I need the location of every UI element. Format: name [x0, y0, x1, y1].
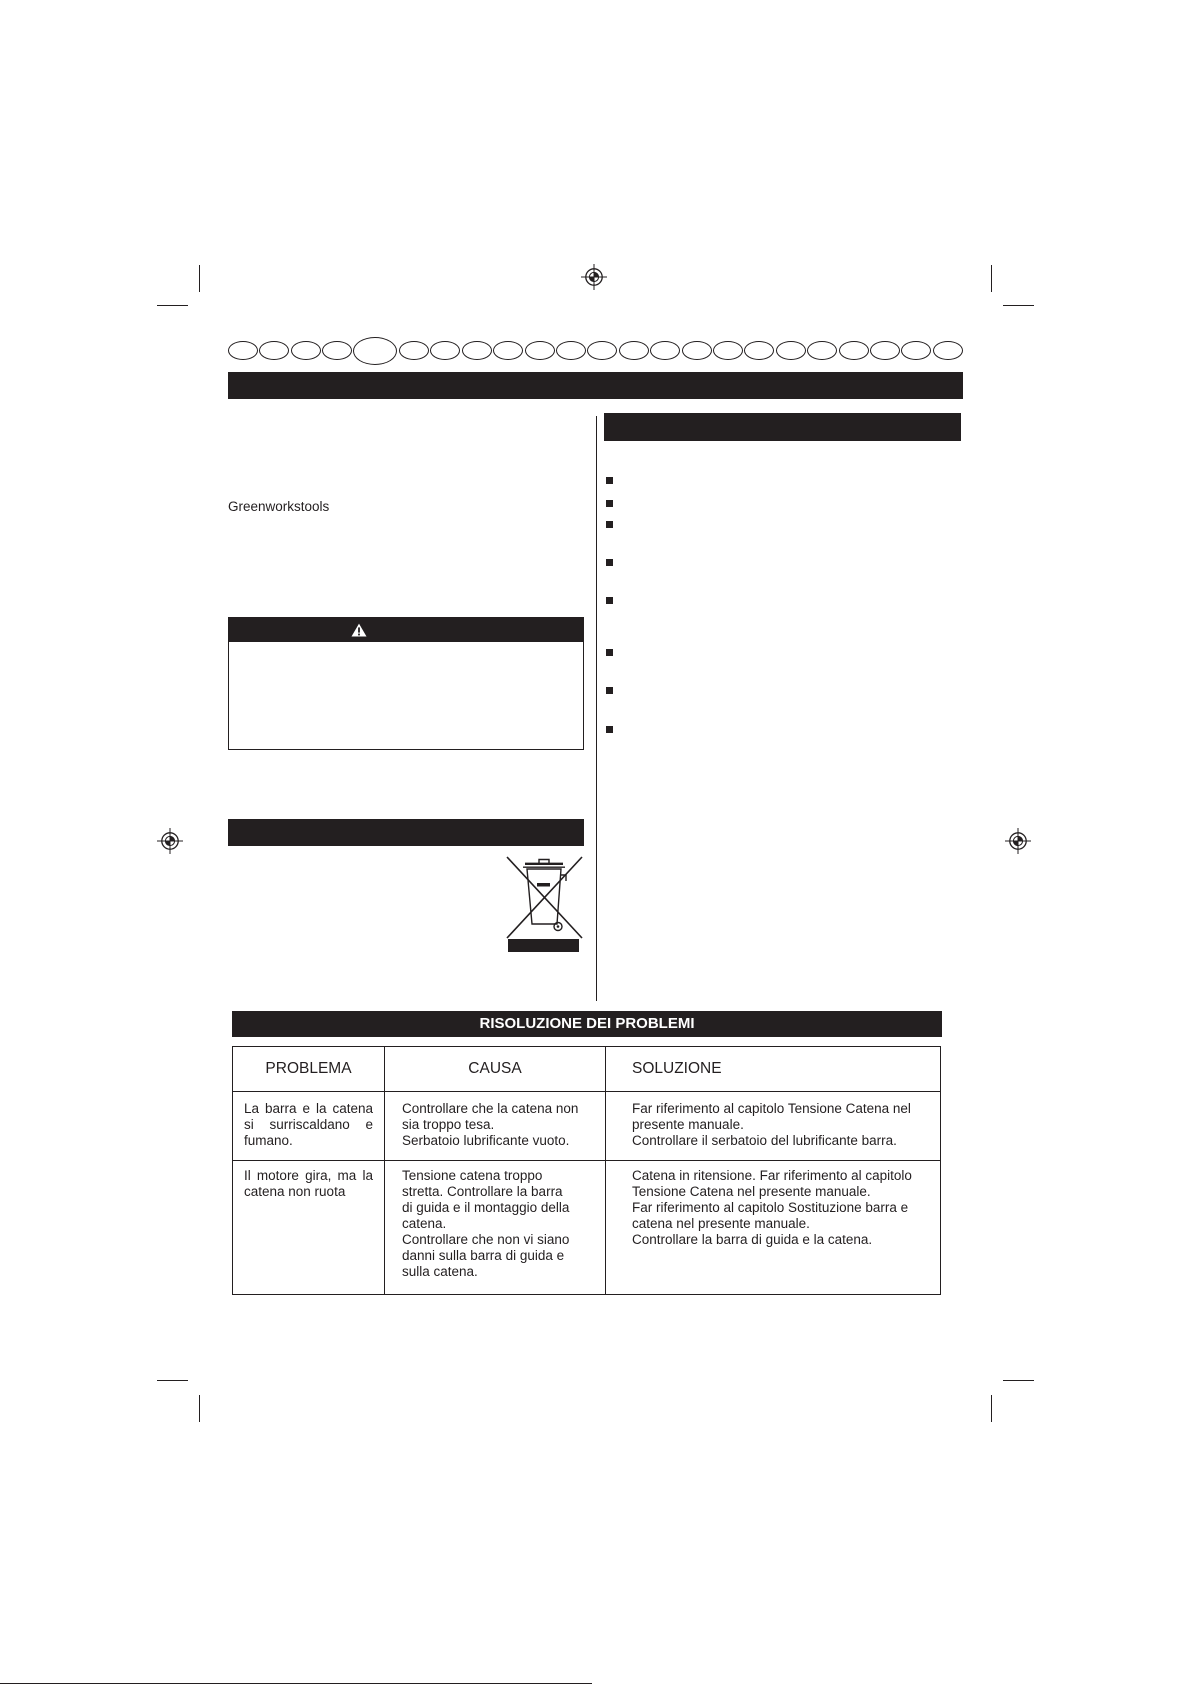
cell-line: stretta. Controllare la barra	[402, 1184, 563, 1199]
column-divider	[596, 416, 597, 1001]
language-tab-oval	[776, 341, 806, 360]
column-header-problem: PROBLEMA	[265, 1060, 352, 1077]
row-2-problem-cell	[244, 1168, 373, 1200]
language-tab-oval	[713, 341, 743, 360]
cell-line: catena.	[402, 1216, 447, 1231]
cell-line: Far riferimento al capitolo Sostituzione barra e	[632, 1200, 909, 1215]
cell-line: Tensione catena troppo	[402, 1168, 543, 1183]
language-tab-oval	[744, 341, 774, 360]
square-bullet-icon	[606, 726, 613, 733]
language-tab-oval	[807, 341, 837, 360]
page-header-bar	[228, 372, 963, 399]
square-bullet-icon	[606, 597, 613, 604]
language-tab-oval	[462, 341, 492, 360]
column-header-cause: CAUSA	[468, 1060, 522, 1077]
crop-mark	[157, 1380, 188, 1381]
language-tab-oval	[619, 341, 649, 360]
language-tab-oval	[682, 341, 712, 360]
square-bullet-icon	[606, 687, 613, 694]
cell-line: danni sulla barra di guida e	[402, 1248, 565, 1263]
table-column-divider	[384, 1047, 385, 1294]
language-tab-row	[228, 337, 964, 366]
cell-line: sia troppo tesa.	[402, 1117, 495, 1132]
cell-line: Far riferimento al capitolo Tensione Catena nel	[632, 1101, 911, 1116]
crop-mark	[199, 1395, 200, 1422]
square-bullet-icon	[606, 500, 613, 507]
cell-line: fumano.	[244, 1133, 293, 1148]
language-tab-oval	[587, 341, 617, 360]
registration-mark-icon	[157, 828, 183, 854]
troubleshooting-table	[232, 1046, 941, 1295]
crossed-out-wheelie-bin-icon	[504, 853, 584, 953]
square-bullet-icon	[606, 559, 613, 566]
troubleshooting-title: RISOLUZIONE DEI PROBLEMI	[232, 1011, 942, 1037]
crop-mark	[199, 265, 200, 292]
language-tab-oval	[322, 341, 352, 360]
language-tab-oval-active	[353, 337, 397, 365]
cell-line: Controllare che la catena non	[402, 1101, 579, 1116]
cell-line: Tensione Catena nel presente manuale.	[632, 1184, 871, 1199]
registration-mark-icon	[1005, 828, 1031, 854]
row-1-cause-cell	[402, 1101, 578, 1149]
cell-line: catena non ruota	[244, 1184, 346, 1199]
cell-line: sulla catena.	[402, 1264, 478, 1279]
cell-line: Controllare che non vi siano	[402, 1232, 570, 1247]
warning-box	[228, 617, 584, 750]
language-tab-oval	[525, 341, 555, 360]
crop-mark	[991, 1395, 992, 1422]
cell-line: di guida e il montaggio della	[402, 1200, 570, 1215]
row-1-solution-cell	[632, 1101, 911, 1149]
registration-mark-icon	[581, 264, 607, 290]
website-text: Greenworkstools	[228, 499, 330, 514]
row-2-cause-cell	[402, 1168, 569, 1280]
cell-line: Serbatoio lubrificante vuoto.	[402, 1133, 570, 1148]
language-tab-oval	[430, 341, 460, 360]
crop-mark	[991, 265, 992, 292]
table-column-divider	[605, 1047, 606, 1294]
crop-mark	[1003, 305, 1034, 306]
cell-line: La barra e la catena	[244, 1101, 373, 1116]
language-tab-oval	[399, 341, 429, 360]
cell-line: Il motore gira, ma la	[244, 1168, 373, 1183]
footer-rule	[0, 1683, 592, 1684]
section-header-bar	[604, 413, 961, 441]
cell-line: Controllare il serbatoio del lubrificante barra.	[632, 1133, 897, 1148]
row-2-solution-cell	[632, 1168, 912, 1248]
language-tab-oval	[870, 341, 900, 360]
language-tab-oval	[228, 341, 258, 360]
row-1-problem-cell	[244, 1101, 373, 1149]
cell-line: Catena in ritensione. Far riferimento al capitolo	[632, 1168, 912, 1183]
square-bullet-icon	[606, 649, 613, 656]
square-bullet-icon	[606, 477, 613, 484]
language-tab-oval	[650, 341, 680, 360]
cell-line: Controllare la barra di guida e la catena.	[632, 1232, 873, 1247]
language-tab-oval	[839, 341, 869, 360]
language-tab-oval	[493, 341, 523, 360]
language-tab-oval	[259, 341, 289, 360]
cell-line: catena nel presente manuale.	[632, 1216, 810, 1231]
table-row-divider	[233, 1160, 940, 1161]
column-header-solution: SOLUZIONE	[632, 1060, 722, 1077]
warning-header-bar	[229, 618, 583, 642]
language-tab-oval	[901, 341, 931, 360]
warning-triangle-icon	[351, 623, 367, 637]
cell-line: presente manuale.	[632, 1117, 744, 1132]
language-tab-oval	[556, 341, 586, 360]
language-tab-oval	[291, 341, 321, 360]
square-bullet-icon	[606, 521, 613, 528]
crop-mark	[157, 305, 188, 306]
crop-mark	[1003, 1380, 1034, 1381]
section-header-bar	[228, 819, 584, 846]
cell-line: si surriscaldano e	[244, 1117, 373, 1132]
table-row-divider	[233, 1091, 940, 1092]
language-tab-oval	[933, 341, 963, 360]
